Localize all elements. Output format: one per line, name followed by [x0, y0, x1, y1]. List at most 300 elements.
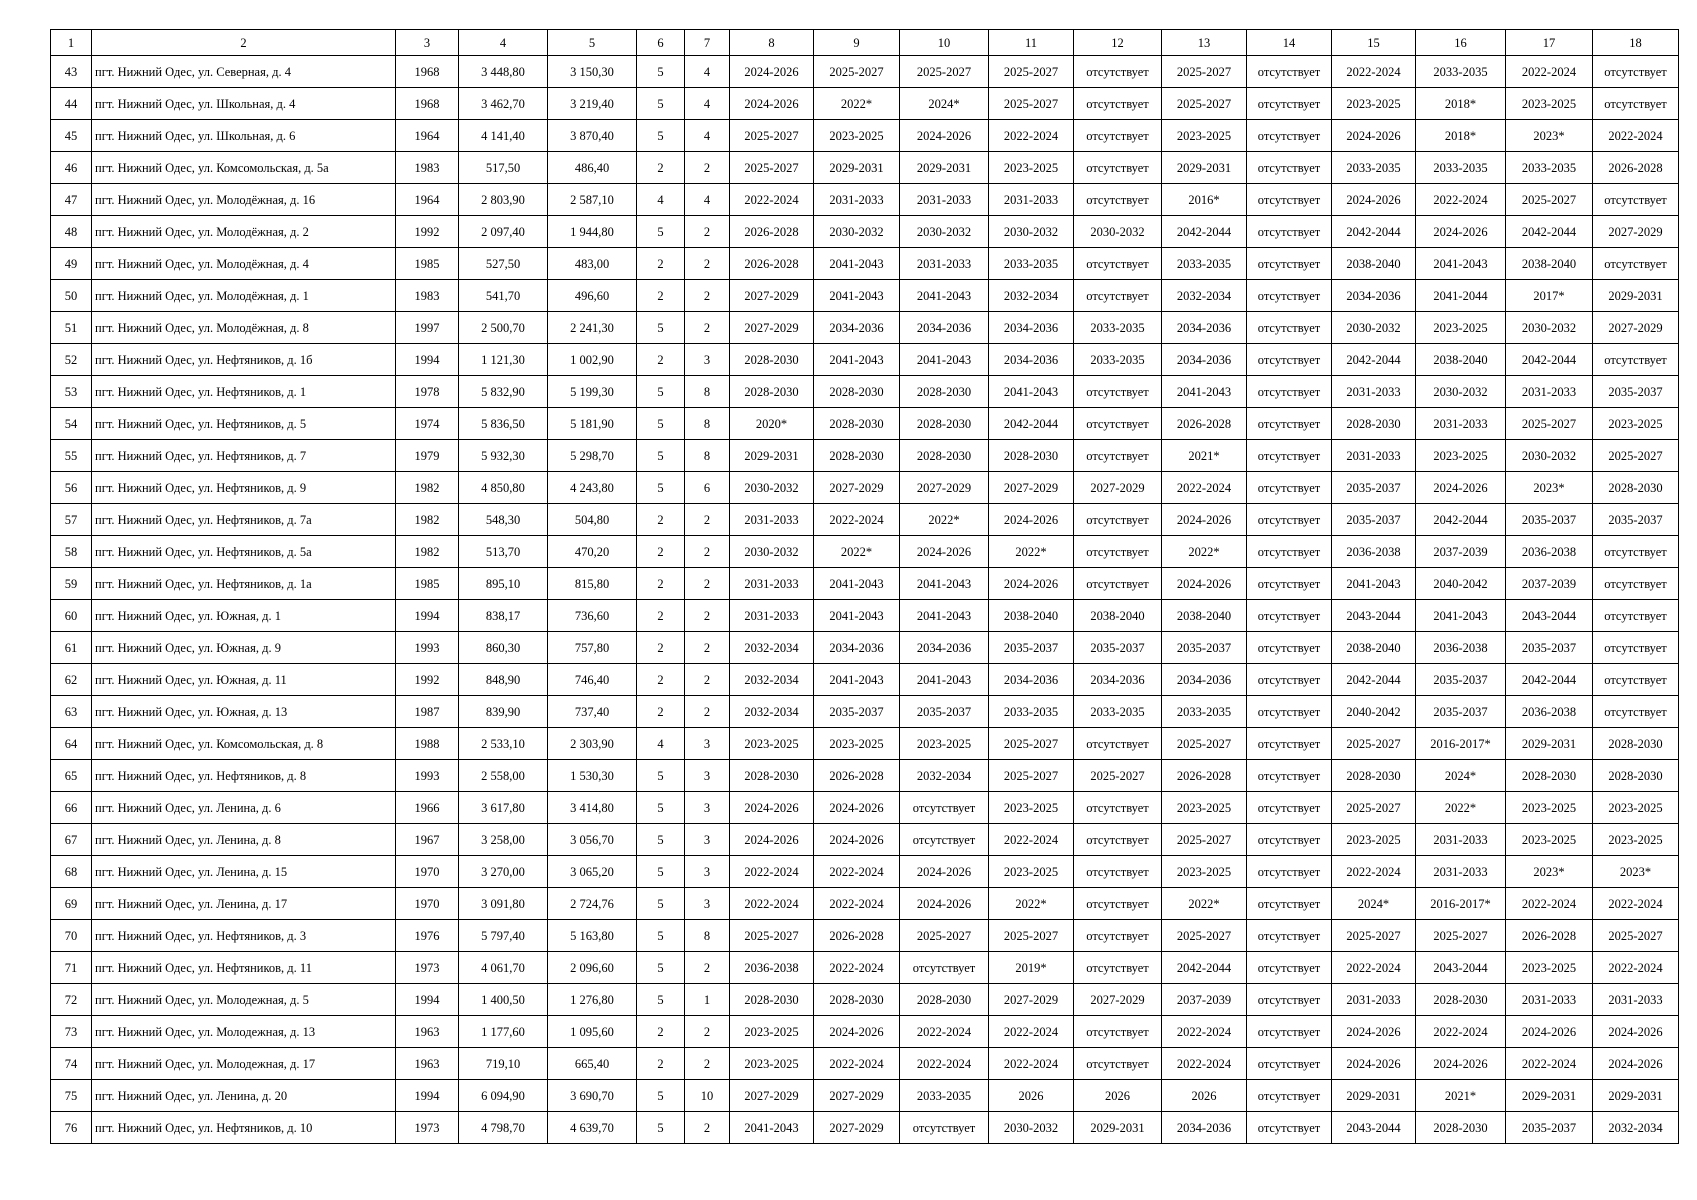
column-number-6: 6 [637, 30, 685, 56]
column-number-2: 2 [92, 30, 396, 56]
table-cell: 2027-2029 [1593, 312, 1679, 344]
table-cell: отсутствует [1247, 856, 1332, 888]
table-cell: 2024-2026 [1416, 1048, 1506, 1080]
table-cell: 2028-2030 [1332, 408, 1416, 440]
table-cell: 2 [637, 632, 685, 664]
table-cell: 2032-2034 [730, 632, 814, 664]
row-number-cell: 52 [51, 344, 92, 376]
table-cell: 2028-2030 [814, 376, 900, 408]
table-cell: 2028-2030 [1506, 760, 1593, 792]
table-cell: 2032-2034 [989, 280, 1074, 312]
table-cell: 2 [637, 344, 685, 376]
table-cell: 2024-2026 [1332, 184, 1416, 216]
table-cell: 2034-2036 [900, 632, 989, 664]
table-cell: отсутствует [1074, 568, 1162, 600]
table-cell: 2028-2030 [900, 376, 989, 408]
table-cell: 2016-2017* [1416, 728, 1506, 760]
table-cell: отсутствует [1247, 376, 1332, 408]
table-cell: 2029-2031 [1593, 280, 1679, 312]
table-cell: 4 243,80 [548, 472, 637, 504]
table-cell: отсутствует [1593, 184, 1679, 216]
table-cell: 2025-2027 [730, 120, 814, 152]
table-cell: 2035-2037 [1506, 632, 1593, 664]
table-row [51, 1112, 1679, 1144]
table-cell: 2029-2031 [1162, 152, 1247, 184]
table-body [51, 30, 1679, 1144]
table-cell: 2025-2027 [1074, 760, 1162, 792]
table-cell: 2031-2033 [1506, 376, 1593, 408]
column-number-9: 9 [814, 30, 900, 56]
table-cell: отсутствует [1593, 600, 1679, 632]
table-cell: 2023-2025 [1506, 824, 1593, 856]
row-number-cell: 62 [51, 664, 92, 696]
table-cell: 5 [637, 856, 685, 888]
table-cell: 2042-2044 [1506, 216, 1593, 248]
row-number-cell: 58 [51, 536, 92, 568]
table-cell: 2038-2040 [1416, 344, 1506, 376]
table-cell: 2031-2033 [1416, 856, 1506, 888]
table-cell: 1987 [396, 696, 459, 728]
table-cell: 2042-2044 [1162, 952, 1247, 984]
table-cell: 2022-2024 [989, 1016, 1074, 1048]
table-cell: отсутствует [1593, 88, 1679, 120]
table-cell: 1 530,30 [548, 760, 637, 792]
table-cell: 2023-2025 [900, 728, 989, 760]
row-number-cell: 47 [51, 184, 92, 216]
table-cell: отсутствует [1074, 1048, 1162, 1080]
table-row [51, 152, 1679, 184]
table-cell: 2036-2038 [730, 952, 814, 984]
table-cell: 4 [685, 88, 730, 120]
table-cell: 483,00 [548, 248, 637, 280]
column-number-18: 18 [1593, 30, 1679, 56]
row-number-cell: 53 [51, 376, 92, 408]
table-cell: отсутствует [1247, 920, 1332, 952]
table-cell: 2032-2034 [730, 664, 814, 696]
table-row [51, 728, 1679, 760]
table-cell: 527,50 [459, 248, 548, 280]
table-cell: 2041-2043 [730, 1112, 814, 1144]
table-cell: 2028-2030 [900, 440, 989, 472]
column-number-1: 1 [51, 30, 92, 56]
table-cell: 2 [685, 536, 730, 568]
table-cell: отсутствует [1247, 280, 1332, 312]
table-cell: отсутствует [1074, 888, 1162, 920]
table-cell: 2029-2031 [1506, 728, 1593, 760]
address-cell: пгт. Нижний Одес, ул. Школьная, д. 6 [92, 120, 396, 152]
table-cell: 860,30 [459, 632, 548, 664]
table-cell: 2 097,40 [459, 216, 548, 248]
table-cell: 2022-2024 [1506, 888, 1593, 920]
table-row [51, 792, 1679, 824]
table-cell: 2023-2025 [989, 152, 1074, 184]
table-cell: 2024* [1332, 888, 1416, 920]
table-cell: 736,60 [548, 600, 637, 632]
table-cell: 2025-2027 [1593, 440, 1679, 472]
table-cell: 2024-2026 [814, 792, 900, 824]
table-cell: 5 181,90 [548, 408, 637, 440]
table-cell: 1967 [396, 824, 459, 856]
column-number-12: 12 [1074, 30, 1162, 56]
table-cell: 2021* [1416, 1080, 1506, 1112]
column-number-17: 17 [1506, 30, 1593, 56]
table-cell: отсутствует [1074, 440, 1162, 472]
table-cell: 3 150,30 [548, 56, 637, 88]
table-cell: 2022-2024 [989, 824, 1074, 856]
column-number-16: 16 [1416, 30, 1506, 56]
table-cell: 2026-2028 [730, 216, 814, 248]
address-cell: пгт. Нижний Одес, ул. Нефтяников, д. 11 [92, 952, 396, 984]
table-cell: 1966 [396, 792, 459, 824]
row-number-cell: 48 [51, 216, 92, 248]
table-cell: 1982 [396, 504, 459, 536]
table-cell: 1982 [396, 472, 459, 504]
table-row [51, 504, 1679, 536]
table-cell: 2025-2027 [900, 56, 989, 88]
table-row [51, 216, 1679, 248]
table-cell: 2028-2030 [900, 408, 989, 440]
table-cell: 2031-2033 [900, 184, 989, 216]
table-cell: 2041-2044 [1416, 280, 1506, 312]
table-cell: 2033-2035 [1074, 312, 1162, 344]
table-cell: 3 [685, 856, 730, 888]
table-cell: 2023-2025 [730, 1048, 814, 1080]
table-cell: отсутствует [1247, 600, 1332, 632]
table-cell: 2035-2037 [1332, 472, 1416, 504]
row-number-cell: 51 [51, 312, 92, 344]
table-cell: 5 199,30 [548, 376, 637, 408]
table-cell: 3 414,80 [548, 792, 637, 824]
table-cell: 2 [637, 696, 685, 728]
table-cell: 737,40 [548, 696, 637, 728]
address-cell: пгт. Нижний Одес, ул. Нефтяников, д. 1 [92, 376, 396, 408]
table-cell: 2030-2032 [730, 536, 814, 568]
table-cell: 2034-2036 [900, 312, 989, 344]
table-cell: 2 [685, 312, 730, 344]
table-cell: отсутствует [1074, 792, 1162, 824]
table-cell: 719,10 [459, 1048, 548, 1080]
row-number-cell: 69 [51, 888, 92, 920]
table-cell: 2024-2026 [1332, 120, 1416, 152]
table-cell: 895,10 [459, 568, 548, 600]
table-cell: 541,70 [459, 280, 548, 312]
table-cell: 1976 [396, 920, 459, 952]
table-cell: 2023-2025 [1332, 88, 1416, 120]
table-cell: 2031-2033 [1506, 984, 1593, 1016]
table-cell: 3 690,70 [548, 1080, 637, 1112]
table-cell: 2022-2024 [1593, 888, 1679, 920]
table-cell: 2 303,90 [548, 728, 637, 760]
table-cell: 2031-2033 [730, 504, 814, 536]
address-cell: пгт. Нижний Одес, ул. Нефтяников, д. 3 [92, 920, 396, 952]
table-cell: 2023-2025 [730, 728, 814, 760]
table-cell: 2024-2026 [814, 1016, 900, 1048]
table-cell: отсутствует [1593, 632, 1679, 664]
table-cell: 2031-2033 [1416, 408, 1506, 440]
table-cell: 2 533,10 [459, 728, 548, 760]
table-cell: 2025-2027 [989, 88, 1074, 120]
table-cell: 5 [637, 440, 685, 472]
table-cell: отсутствует [1074, 952, 1162, 984]
table-cell: 2038-2040 [989, 600, 1074, 632]
table-cell: 2031-2033 [814, 184, 900, 216]
table-row [51, 1080, 1679, 1112]
address-cell: пгт. Нижний Одес, ул. Нефтяников, д. 5а [92, 536, 396, 568]
table-cell: 2028-2030 [814, 984, 900, 1016]
row-number-cell: 54 [51, 408, 92, 440]
table-cell: 2024-2026 [730, 792, 814, 824]
table-cell: 2026-2028 [1506, 920, 1593, 952]
table-cell: 2026 [1074, 1080, 1162, 1112]
table-cell: 2038-2040 [1506, 248, 1593, 280]
table-row [51, 408, 1679, 440]
table-cell: 2036-2038 [1506, 536, 1593, 568]
table-cell: 2032-2034 [1593, 1112, 1679, 1144]
table-cell: 2037-2039 [1506, 568, 1593, 600]
table-cell: 2024-2026 [989, 568, 1074, 600]
table-cell: отсутствует [1074, 120, 1162, 152]
table-row [51, 312, 1679, 344]
table-cell: 2025-2027 [1162, 728, 1247, 760]
table-cell: 4 798,70 [459, 1112, 548, 1144]
table-cell: 1985 [396, 248, 459, 280]
table-cell: 3 219,40 [548, 88, 637, 120]
table-cell: 3 617,80 [459, 792, 548, 824]
table-cell: 2 724,76 [548, 888, 637, 920]
column-number-4: 4 [459, 30, 548, 56]
table-cell: 2035-2037 [989, 632, 1074, 664]
table-cell: 2034-2036 [989, 312, 1074, 344]
table-cell: 2017* [1506, 280, 1593, 312]
table-cell: отсутствует [1074, 536, 1162, 568]
address-cell: пгт. Нижний Одес, ул. Южная, д. 13 [92, 696, 396, 728]
table-cell: 2022-2024 [1162, 1016, 1247, 1048]
table-cell: 2024-2026 [1506, 1016, 1593, 1048]
table-cell: отсутствует [1074, 248, 1162, 280]
table-cell: 2035-2037 [1506, 504, 1593, 536]
table-cell: 2034-2036 [989, 344, 1074, 376]
row-number-cell: 56 [51, 472, 92, 504]
table-cell: 2041-2043 [900, 664, 989, 696]
row-number-cell: 65 [51, 760, 92, 792]
table-cell: 2035-2037 [1416, 664, 1506, 696]
table-cell: 2029-2031 [1332, 1080, 1416, 1112]
row-number-cell: 76 [51, 1112, 92, 1144]
table-cell: 2022-2024 [1593, 120, 1679, 152]
table-cell: 2041-2043 [814, 280, 900, 312]
table-cell: 2025-2027 [1162, 824, 1247, 856]
table-cell: 5 [637, 760, 685, 792]
table-cell: 5 [637, 472, 685, 504]
table-cell: 5 [637, 88, 685, 120]
table-row [51, 56, 1679, 88]
table-cell: 2031-2033 [1593, 984, 1679, 1016]
table-cell: 2022* [1162, 888, 1247, 920]
table-cell: 3 [685, 728, 730, 760]
table-cell: 2024-2026 [730, 88, 814, 120]
table-cell: 2 [685, 600, 730, 632]
table-cell: отсутствует [900, 824, 989, 856]
table-row [51, 472, 1679, 504]
table-cell: 496,60 [548, 280, 637, 312]
table-cell: 2 [685, 632, 730, 664]
table-cell: отсутствует [1074, 824, 1162, 856]
row-number-cell: 71 [51, 952, 92, 984]
column-number-14: 14 [1247, 30, 1332, 56]
table-cell: 2025-2027 [989, 920, 1074, 952]
table-cell: 2 [685, 248, 730, 280]
table-row [51, 632, 1679, 664]
table-cell: 2025-2027 [1162, 56, 1247, 88]
address-cell: пгт. Нижний Одес, ул. Нефтяников, д. 8 [92, 760, 396, 792]
table-cell: 1964 [396, 184, 459, 216]
table-cell: 2022-2024 [1162, 1048, 1247, 1080]
table-cell: 2022-2024 [1332, 856, 1416, 888]
row-number-cell: 66 [51, 792, 92, 824]
table-cell: 2 803,90 [459, 184, 548, 216]
table-cell: 2019* [989, 952, 1074, 984]
table-cell: 3 056,70 [548, 824, 637, 856]
table-cell: 2035-2037 [1416, 696, 1506, 728]
table-cell: 839,90 [459, 696, 548, 728]
table-cell: 2022-2024 [1416, 1016, 1506, 1048]
table-cell: 486,40 [548, 152, 637, 184]
table-cell: 2024-2026 [1162, 568, 1247, 600]
table-cell: 2023-2025 [814, 728, 900, 760]
address-cell: пгт. Нижний Одес, ул. Молодежная, д. 17 [92, 1048, 396, 1080]
row-number-cell: 59 [51, 568, 92, 600]
table-cell: отсутствует [1074, 376, 1162, 408]
address-cell: пгт. Нижний Одес, ул. Нефтяников, д. 7 [92, 440, 396, 472]
row-number-cell: 50 [51, 280, 92, 312]
table-cell: 2022-2024 [730, 184, 814, 216]
table-cell: 2 [637, 1048, 685, 1080]
table-cell: 5 797,40 [459, 920, 548, 952]
table-cell: отсутствует [1247, 952, 1332, 984]
table-cell: 5 [637, 56, 685, 88]
table-cell: 5 [637, 408, 685, 440]
table-cell: 2023* [1506, 472, 1593, 504]
address-cell: пгт. Нижний Одес, ул. Южная, д. 11 [92, 664, 396, 696]
table-cell: 3 065,20 [548, 856, 637, 888]
table-row [51, 568, 1679, 600]
table-cell: 2035-2037 [1332, 504, 1416, 536]
table-cell: 746,40 [548, 664, 637, 696]
table-cell: 2023-2025 [1332, 824, 1416, 856]
table-cell: 2023-2025 [1416, 312, 1506, 344]
table-cell: 2032-2034 [730, 696, 814, 728]
address-cell: пгт. Нижний Одес, ул. Северная, д. 4 [92, 56, 396, 88]
table-cell: 4 639,70 [548, 1112, 637, 1144]
table-row [51, 184, 1679, 216]
table-cell: 2031-2033 [1332, 376, 1416, 408]
table-cell: 5 [637, 120, 685, 152]
table-cell: 2024-2026 [900, 856, 989, 888]
table-row [51, 88, 1679, 120]
table-cell: 2042-2044 [1162, 216, 1247, 248]
table-cell: 2041-2043 [1416, 248, 1506, 280]
table-cell: 5 [637, 952, 685, 984]
table-cell: 2033-2035 [1074, 344, 1162, 376]
table-cell: 2030-2032 [730, 472, 814, 504]
table-cell: 2033-2035 [989, 696, 1074, 728]
table-cell: 2043-2044 [1332, 1112, 1416, 1144]
table-cell: 2041-2043 [1162, 376, 1247, 408]
table-cell: 4 061,70 [459, 952, 548, 984]
table-cell: 2026-2028 [730, 248, 814, 280]
table-cell: отсутствует [1247, 888, 1332, 920]
table-cell: 2026-2028 [1593, 152, 1679, 184]
address-cell: пгт. Нижний Одес, ул. Ленина, д. 20 [92, 1080, 396, 1112]
row-number-cell: 64 [51, 728, 92, 760]
table-cell: 2025-2027 [1332, 728, 1416, 760]
table-cell: 2 [685, 152, 730, 184]
table-cell: 2033-2035 [1416, 56, 1506, 88]
table-cell: 4 [685, 120, 730, 152]
table-cell: 2024-2026 [814, 824, 900, 856]
table-cell: 2022* [1162, 536, 1247, 568]
table-cell: 2024-2026 [989, 504, 1074, 536]
table-cell: 2 [685, 1016, 730, 1048]
table-cell: 2038-2040 [1332, 248, 1416, 280]
table-cell: 1 400,50 [459, 984, 548, 1016]
table-cell: 2034-2036 [1162, 312, 1247, 344]
row-number-cell: 44 [51, 88, 92, 120]
table-cell: 8 [685, 408, 730, 440]
table-cell: 2025-2027 [814, 56, 900, 88]
table-cell: 2041-2043 [1416, 600, 1506, 632]
table-cell: 2031-2033 [730, 568, 814, 600]
table-cell: 2030-2032 [1506, 312, 1593, 344]
table-cell: 2 587,10 [548, 184, 637, 216]
table-cell: 2031-2033 [989, 184, 1074, 216]
table-cell: 2025-2027 [730, 152, 814, 184]
address-cell: пгт. Нижний Одес, ул. Южная, д. 9 [92, 632, 396, 664]
table-cell: 2033-2035 [1162, 248, 1247, 280]
table-cell: 2022-2024 [814, 952, 900, 984]
table-cell: 2030-2032 [1416, 376, 1506, 408]
table-cell: 2029-2031 [1593, 1080, 1679, 1112]
housing-repair-schedule-table [50, 29, 1679, 1144]
table-row [51, 440, 1679, 472]
address-cell: пгт. Нижний Одес, ул. Нефтяников, д. 9 [92, 472, 396, 504]
row-number-cell: 67 [51, 824, 92, 856]
row-number-cell: 63 [51, 696, 92, 728]
table-cell: 1 944,80 [548, 216, 637, 248]
address-cell: пгт. Нижний Одес, ул. Нефтяников, д. 1а [92, 568, 396, 600]
table-cell: 2030-2032 [900, 216, 989, 248]
table-cell: 2029-2031 [900, 152, 989, 184]
table-cell: 2 [637, 664, 685, 696]
table-cell: 2036-2038 [1416, 632, 1506, 664]
table-cell: 2028-2030 [730, 984, 814, 1016]
table-cell: 1982 [396, 536, 459, 568]
table-cell: 2027-2029 [989, 472, 1074, 504]
table-cell: 2026-2028 [814, 920, 900, 952]
table-cell: 2022-2024 [1332, 56, 1416, 88]
table-cell: 1 002,90 [548, 344, 637, 376]
table-cell: 2 [637, 280, 685, 312]
table-row [51, 536, 1679, 568]
table-cell: 2020* [730, 408, 814, 440]
row-number-cell: 55 [51, 440, 92, 472]
table-cell: 2022-2024 [730, 856, 814, 888]
table-cell: отсутствует [1074, 920, 1162, 952]
table-cell: отсутствует [1247, 344, 1332, 376]
table-cell: 10 [685, 1080, 730, 1112]
table-row [51, 856, 1679, 888]
table-row [51, 376, 1679, 408]
